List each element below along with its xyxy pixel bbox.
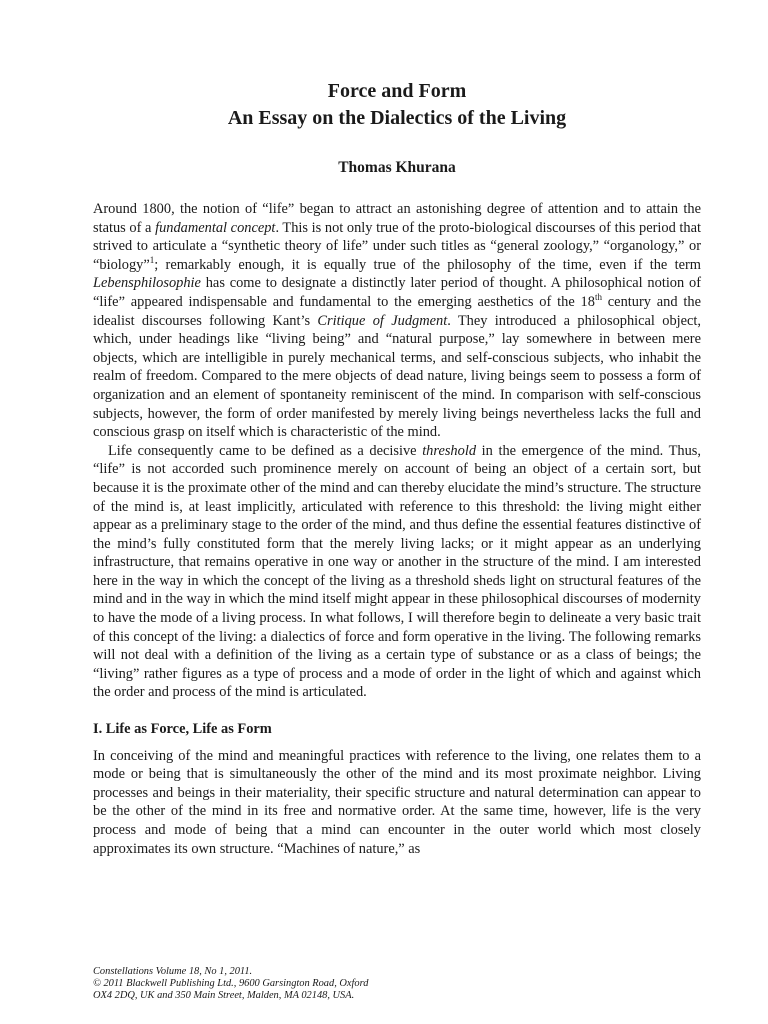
article-title	[93, 78, 701, 132]
paragraph-1-text-6: . They introduced a philosophical object, which, under headings like “living being” and “natural purpose,” lay somewhere in between mere objects, which are intelligible in purely mechanical terms, and self-conscious subjects, who inhabit the realm of freedom. Compared to the mere objects of dead nature, living beings seem to possess a form of organization and an element of spontaneity reminiscent of the mind. In comparison with self-conscious subjects, however, the form of order manifested by merely living beings nevertheless lacks the full and conscious grasp on itself which is characteristic of the mind.	[93, 312, 702, 441]
paragraph-1-text-2: . This is not only true of the proto-biological discourses of this period that strived to articulate a “synthetic theory of life” under such titles as “general zoology,” “organology,” or “biology”	[93, 219, 702, 273]
author-name: Thomas Khurana	[338, 159, 456, 176]
paragraph-1-emphasis-1: fundamental concept	[155, 219, 276, 236]
paragraph-2-text-1: Life consequently came to be defined as a decisive	[108, 442, 423, 459]
title-line-2: An Essay on the Dialectics of the Living	[227, 107, 567, 129]
paragraph-2-text-2: in the emergence of the mind. Thus, “life” is not accorded such prominence merely on account of being an object of a certain sort, but because it is the proximate other of the mind and can thereby elucidate the mind’s structure. The structure of the mind is, at least implicitly, articulated with reference to this threshold: the living might either appear as a preliminary stage to the order of the mind, and thus define the essential features distinctive of the mind’s fully constituted form that the merely living lacks; or it might appear as an underlying infrastructure, that remains operative in one way or another in the structure of the mind. I am interested here in the way in which the concept of the living as a threshold sheds light on structural features of the mind and in the way in which the mind itself might appear in these philosophical discourses of modernity to have the mode of a living process. In what follows, I will therefore begin to delineate a very basic trait of this concept of the living: a dialectics of force and form operative in the living. The following remarks will not deal with a definition of the living as a certain type of substance or as a class of beings; the “living” rather figures as a type of process and a mode of order in the light of which and against which the order and process of the mind is articulated.	[93, 442, 701, 701]
article-page	[93, 0, 701, 858]
footer-line-1: Constellations Volume 18, No 1, 2011.	[93, 966, 253, 977]
footer-line-3: OX4 2DQ, UK and 350 Main Street, Malden, MA 02148, USA.	[93, 990, 355, 1001]
section-heading: I. Life as Force, Life as Form	[93, 721, 272, 738]
article-body	[93, 200, 701, 858]
paragraph-1-emphasis-3: Critique of Judgment	[317, 312, 448, 329]
paragraph-1	[93, 200, 701, 442]
paragraph-1-emphasis-2: Lebensphilosophie	[93, 275, 201, 292]
section-1-paragraph: In conceiving of the mind and meaningful practices with reference to the living, one relates them to a mode or being that is simultaneously the other of the mind and its most proximate neighbor. Living processes and beings in their materiality, their specific structure and natural determination can appear to be the other of the mind in its free and normative order. At the same time, however, life is the very process and mode of being that a mind can encounter in the outer world which most closely approximates its own structure. “Machines of nature,” as	[93, 747, 701, 857]
title-line-1: Force and Form	[327, 80, 467, 102]
paragraph-2-emphasis-1: threshold	[422, 442, 477, 459]
publication-footer	[93, 966, 493, 1002]
paragraph-2	[93, 442, 701, 702]
paragraph-1-text-1: Around 1800, the notion of “life” began to attract an astonishing degree of attention and to attain the status of a	[93, 201, 701, 236]
footer-line-2: © 2011 Blackwell Publishing Ltd., 9600 Garsington Road, Oxford	[93, 978, 369, 989]
ordinal-superscript: th	[594, 292, 602, 303]
paragraph-1-text-5: century and the idealist discourses following Kant’s	[93, 293, 701, 329]
paragraph-1-text-3: ; remarkably enough, it is equally true of the philosophy of the time, even if the term	[154, 256, 701, 273]
footnote-marker-1[interactable]: 1	[149, 254, 155, 265]
paragraph-1-text-4: has come to designate a distinctly later period of thought. A philosophical notion of “life” appeared indispensable and fundamental to the emerging aesthetics of the 18	[93, 275, 701, 310]
